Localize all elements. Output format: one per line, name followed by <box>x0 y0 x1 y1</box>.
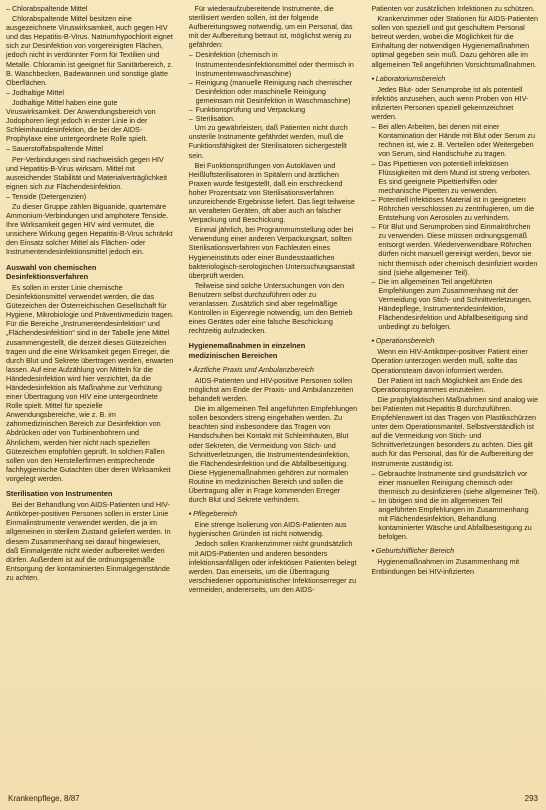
section-heading: Auswahl von chemischen Desinfektionsverfahren <box>6 262 97 281</box>
paragraph: AIDS-Patienten und HIV-positive Personen sollen möglichst am Ende der Praxis- und Ambulanzzeiten behandelt werden. <box>188 375 354 404</box>
paragraph: – Jodhaltige Mittel <box>6 87 64 97</box>
list-item: – Im übrigen sind die im allgemeinen Teil angeführten Empfehlungen im Zusammenhang mit Flächendesinfektion, Behandlung kontaminierter Wäsche und Abfallbeseitigung zu befolgen. <box>378 496 540 541</box>
list-item: – Reinigung (manuelle Reinigung nach chemischer Desinfektion oder maschinelle Reinigung gemeinsam mit Desinfektion in Waschmaschine) <box>196 78 358 105</box>
journal-name: Krankenpflege, 8/87 <box>8 794 80 803</box>
text-columns <box>6 4 540 788</box>
page-footer <box>8 794 538 806</box>
paragraph: Jedoch sollen Krankenzimmer nicht grundsätzlich mit AIDS-Patienten und anderen besonders infektionsanfälligen oder infektiösen Patienten belegt werden. Das einerseits, um die Übertragung verschiedener opportunistischer Infektionserreger zu vermeiden, andererseits, um den AIDS- <box>188 539 357 594</box>
section-heading: Sterilisation von Instrumenten <box>6 489 113 498</box>
list <box>371 469 540 542</box>
paragraph: Hygienemaßnahmen im Zusammenhang mit Entbindungen bei HIV-infizierten <box>371 557 520 576</box>
paragraph: Um zu gewährleisten, daß Patienten nicht durch unsterile Instrumente gefährdet werden, muß die Funktionsfähigkeit der Sterilisatoren sichergestellt sein. <box>188 123 348 160</box>
subsection-heading: ● Geburtshilflicher Bereich <box>371 546 540 556</box>
paragraph: Einmal jährlich, bei Programmumstellung oder bei Verwendung einer anderen Verpackungsart, sollten Sterilisationsverfahren von Fachleuten eines Hygieneinstituts oder einer Bundesstaatlichen bakteriologisch-serologischen Untersuchungsanstalt überprüft werden. <box>188 225 355 280</box>
list-item: – Desinfektion (chemisch in Instrumentendesinfektionsmittel oder thermisch in Instrumentenwaschmaschine) <box>196 50 358 77</box>
paragraph: Zu dieser Gruppe zählen Biguanide, quarternäre Ammonium-Verbindungen und amphotere Tenside. Ihre Wirksamkeit gegen HIV wird vermutet, die unsichere Wirkung gegen Hepatitis-B-Virus schränkt den Einsatz solcher Mittel als Flächen- oder Instrumentendesinfektionsmittel jedoch ein. <box>6 201 173 257</box>
paragraph: Bei Funktionsprüfungen von Autoklaven und Heißluftsterilisatoren in Spitälern und ärztlichen Praxen wurde festgestellt, daß ein erschreckend hoher Prozentsatz von Sterilisationsverfahren unzureichende Ergebnisse liefert. Das liegt teilweise an veralteten Geräten, oft aber auch an falscher Verpackung und Beschickung. <box>188 160 355 225</box>
subsection-heading: ● Pflegebereich <box>189 509 358 519</box>
column-3 <box>371 4 540 788</box>
page-number: 293 <box>524 794 538 803</box>
list-item: – Potentiell infektiöses Material ist in geeigneten Röhrchen verschlossen zu zentrifugieren, um die Entstehung von Aerosolen zu verhindern. <box>378 195 540 222</box>
column-1 <box>6 4 175 788</box>
list-item: – Funktionsprüfung und Verpackung <box>196 105 358 114</box>
list-item: – Das Pipettieren von potentiell infektiösen Flüssigkeiten mit dem Mund ist streng verboten. Es sind geeignete Pipettierhilfen oder mechanische Pipetten zu verwenden. <box>378 159 540 195</box>
paragraph: – Chlorabspaltende Mittel <box>6 4 88 13</box>
subsection-heading: ● Operationsbereich <box>371 336 540 346</box>
paragraph: Die im allgemeinen Teil angeführten Empfehlungen sollen besonders streng eingehalten werden. Zu beachten sind insbesondere das Tragen von Handschuhen bei Kontakt mit Schleimhäuten, Blut oder Sekreten, die Vermeidung von Stich- und Schnittverletzungen, die Instrumentendesinfektion, die Flächendesinfektion und die Abfallbeseitigung. Diese Hygienemaßnahmen gehören zur normalen Routine im medizinischen Bereich und sollen die Übertragung aller in Frage kommenden Erreger durch Blut und Sekrete verhindern. <box>188 404 358 505</box>
list-item: – Für Blut und Serumproben sind Einmalröhrchen zu verwenden. Diese müssen ordnungsgemäß entsorgt werden. Wiederverwendbare Röhrchen dürfen nicht manuell gereinigt werden, bevor sie nicht thermisch oder chemisch desinfiziert worden sind (siehe allgemeiner Teil). <box>378 222 540 277</box>
list-item: – Bei allen Arbeiten, bei denen mit einer Kontamination der Hände mit Blut oder Serum zu rechnen ist, wie z. B. Verteilen oder Weitergeben von Serum, sind Handschuhe zu tragen. <box>378 122 540 158</box>
paragraph: Eine strenge Isolierung von AIDS-Patienten aus hygienischen Gründen ist nicht notwendig. <box>188 520 347 539</box>
paragraph: Jodhaltige Mittel haben eine gute Viruswirksamkeit. Der Anwendungsbereich von Jodophoren liegt jedoch in erster Linie in der Schleimhautdesinfektion, die bei der AIDS-Prophylaxe eine untergeordnete Rolle spielt. <box>6 97 156 144</box>
list-item: – Gebrauchte Instrumente sind grundsätzlich vor einer manuellen Reinigung chemisch oder thermisch zu desinfizieren (siehe allgemeiner Teil). <box>378 469 540 496</box>
subsection-heading: ● Ärztliche Praxis und Ambulanzbereich <box>189 365 358 375</box>
paragraph: Teilweise sind solche Untersuchungen von den Benutzern selbst durchzuführen oder zu veranlassen. Zusätzlich sind aber regelmäßige Kontrollen in Eigenregie notwendig, um den Betrieb eines Gerätes oder eine falsche Beschickung rechtzeitig aufzudecken. <box>188 280 353 336</box>
section-heading: Hygienemaßnahmen in einzelnen medizinischen Bereichen <box>188 341 306 360</box>
paragraph: Es sollen in erster Linie chemische Desinfektionsmittel verwendet werden, die das Gütezeichen der Österreichischen Gesellschaft für Hygiene, Mikrobiologie und Präventivmedizin tragen. Für die Bereiche „Instrumentendesinfektion“ und „Flächendesinfektion“ sind in der Tabelle jene Mittel zusammengestellt, die derzeit dieses Gütezeichen tragen und die eine Wirksamkeit gegen Erreger, die durch Blut und Sekrete übertragen werden, erwarten lassen. Auf eine Aufzählung von Mitteln für die Händedesinfektion wird hier verzichtet, da die Händedesinfektion als Maßnahme zur Verhütung einer Übertragung von HIV eine untergeordnete Rolle spielt. Mittel für spezielle Anwendungsbereiche, wie z. B. im zahnmedizinischen Bereich zur Desinfektion von Abdrücken oder von Turbinenbohrern und Ähnlichem, werden hier nicht nach speziellen Gütezeichen empfohlen geprüft. In solchen Fällen sollen von den Herstellerfirmen entsprechende fachhygienische Gutachten über deren Wirksamkeit vorgelegt werden. <box>6 282 174 483</box>
column-2 <box>189 4 358 788</box>
paragraph: Wenn ein HIV-Antikörper-positiver Patient einer Operation unterzogen werden muß, sollte das Operationsteam davon informiert werden. <box>371 347 528 375</box>
paragraph: Bei der Behandlung von AIDS-Patienten und HIV-Antikörper-positiven Personen sollen in erster Linie Einmalinstrumente verwendet werden, die ja im allgemeinen in sterilem Zustand geliefert werden. In diesem Zusammenhang sei darauf hingewiesen, daß Einmalgeräte nicht wieder aufbereitet werden dürfen. Außerdem ist auf die ordnungsgemäße Entsorgung der kontaminierten Einmalgegenstände zu achten. <box>6 500 171 582</box>
paragraph: Der Patient ist nach Möglichkeit am Ende des Operationsprogrammes einzuteilen. <box>371 375 523 394</box>
paragraph: Krankenzimmer oder Stationen für AIDS-Patienten sollen von speziell und gut geschultem Personal betreut werden, wobei die Möglichkeit für die Einhaltung der notwendigen Hygienemaßnahmen optimal gegeben sein muß. Dazu gehören alle im allgemeinen Teil angeführten Vorsichtsmaßnahmen. <box>371 14 538 69</box>
paragraph: Für wiederaufzubereitende Instrumente, die sterilisiert werden sollen, ist der folgende Aufbereitungsweg notwendig, um ein Personal, das mit der Aufbereitung betraut ist, möglichst wenig zu gefährden: <box>188 4 353 50</box>
paragraph: Chlorabspaltende Mittel besitzen eine ausgezeichnete Viruswirksamkeit, auch gegen HIV und das Hepatitis-B-Virus. Natriumhypochlorit eignet sich zur Desinfektion von vorgereinigten Flächen, jedoch nicht in verdünnter Form für Textilien und Metalle. Chloramin ist geeignet für Sanitärbereich, z. B. Waschbecken, Badewannen und sonstige glatte Oberflächen. <box>6 14 173 87</box>
paragraph: – Tenside (Detergenzien) <box>6 191 87 201</box>
list <box>371 122 540 331</box>
list-item: – Die im allgemeinen Teil angeführten Empfehlungen zum Zusammenhang mit der Vermeidung von Stich- und Schnittverletzungen, Händepflege, Instrumentendesinfektion, Flächendesinfektion und Abfallbeseitigung sind unbedingt zu befolgen. <box>378 277 540 332</box>
paragraph: Jedes Blut- oder Serumprobe ist als potentiell infektiös anzusehen, auch wenn Proben von HIV-infizierten Personen speziell gekennzeichnet werden. <box>371 84 529 122</box>
subsection-heading: ● Laboratoriumsbereich <box>371 74 540 84</box>
paragraph: – Sauerstoffabspaltende Mittel <box>6 144 103 154</box>
paragraph: Die prophylaktischen Maßnahmen sind analog wie bei Patienten mit Hepatitis B durchzuführen. Empfehlenswert ist das Tragen von Plastikschürzen unter dem Operationsmantel. Selbstverständlich ist auf die Vermeidung von Stich- und Schnittverletzungen besonders zu achten. Dies gilt auch für das Personal, das für die Aufbereitung der Instrumente zuständig ist. <box>371 394 538 468</box>
list <box>189 50 358 123</box>
paragraph: Per-Verbindungen sind nachweislich gegen HIV und Hepatitis-B-Virus wirksam. Mittel mit ausreichender Stabilität und Materialverträglichkeit eignen sich zur Flächendesinfektion. <box>6 154 168 191</box>
list-item: – Sterilisation. <box>196 114 358 123</box>
paragraph: Patienten vor zusätzlichen Infektionen zu schützen. <box>371 4 535 13</box>
